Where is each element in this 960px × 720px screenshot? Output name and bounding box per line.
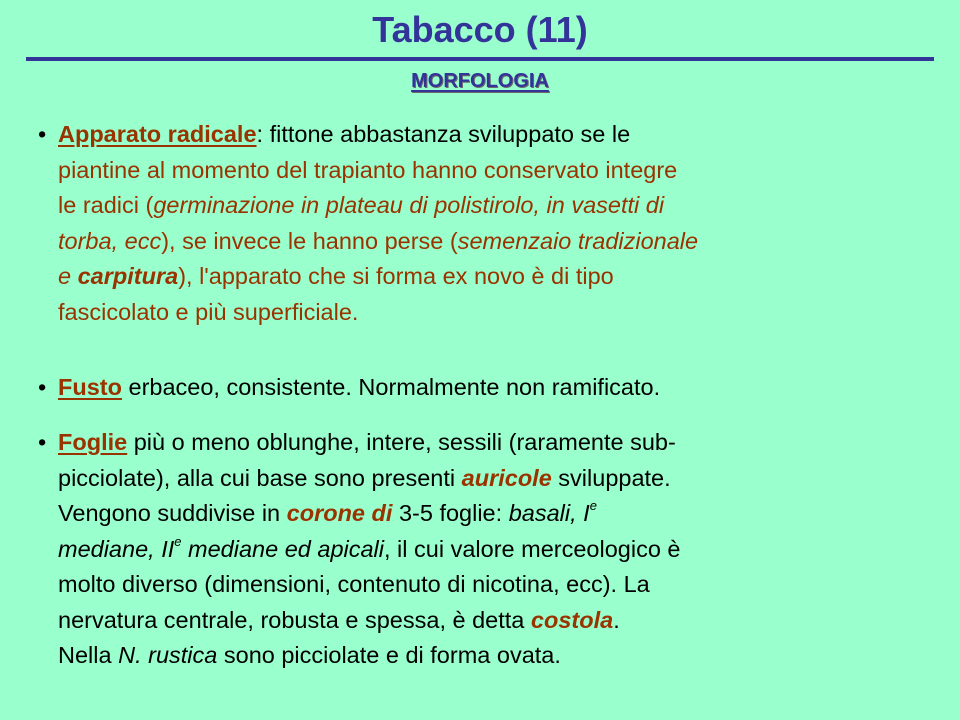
- line: [38, 461, 938, 497]
- text: sono picciolate e di forma ovata.: [217, 642, 561, 668]
- paragraph-foglie: [38, 425, 938, 674]
- text-italic: semenzaio tradizionale: [457, 227, 699, 254]
- bullet: •: [38, 121, 47, 147]
- text-bold-italic: corone di: [286, 500, 393, 526]
- text: : fittone abbastanza sviluppato se le: [256, 121, 631, 147]
- line: [38, 370, 938, 406]
- superscript: e: [589, 498, 597, 513]
- text-italic: mediane, II: [58, 535, 175, 562]
- text-italic: N. rustica: [118, 642, 218, 668]
- heading-foglie: Foglie: [58, 429, 128, 455]
- line: [38, 153, 938, 189]
- line: [38, 295, 938, 331]
- line: [38, 603, 938, 639]
- text: nervatura centrale, robusta e spessa, è detta: [58, 606, 531, 633]
- text: Vengono suddivise in: [58, 500, 287, 526]
- text-italic: mediane ed apicali: [181, 535, 384, 562]
- title-divider: [26, 57, 934, 61]
- paragraph-fusto: [38, 370, 938, 406]
- text-bold-italic: carpitura: [77, 263, 179, 289]
- heading-apparato-radicale: Apparato radicale: [58, 121, 257, 147]
- text: ), se invece le hanno perse (: [161, 227, 458, 254]
- text: sviluppate.: [551, 464, 671, 491]
- text: Nella: [58, 642, 119, 668]
- text-italic: e: [58, 263, 78, 289]
- slide-title: Tabacco (11): [372, 9, 588, 50]
- subtitle-text: MORFOLOGIA: [411, 70, 549, 92]
- line: [38, 638, 938, 674]
- text-italic: torba, ecc: [58, 227, 162, 254]
- text-bold-italic: auricole: [461, 464, 552, 491]
- bullet: •: [38, 374, 47, 400]
- text: , il cui valore merceologico è: [384, 535, 681, 562]
- line: [38, 117, 938, 153]
- line: [38, 224, 938, 260]
- text: .: [613, 606, 620, 633]
- bullet: •: [38, 429, 47, 455]
- line: [38, 496, 938, 532]
- line: [38, 259, 938, 295]
- text: picciolate), alla cui base sono presenti: [58, 464, 462, 491]
- text: fascicolato e più superficiale.: [58, 298, 359, 325]
- text-bold-italic: costola: [530, 606, 614, 633]
- heading-fusto: Fusto: [58, 374, 122, 400]
- text: 3-5 foglie:: [392, 500, 509, 526]
- text-italic: basali, I: [508, 500, 590, 526]
- line: [38, 425, 938, 461]
- section-subtitle: [0, 68, 960, 94]
- text: molto diverso (dimensioni, contenuto di nicotina, ecc). La: [58, 571, 650, 597]
- text: ), l'apparato che si forma ex novo è di tipo: [178, 263, 614, 289]
- superscript: e: [174, 533, 182, 549]
- text: erbaceo, consistente. Normalmente non ramificato.: [121, 374, 661, 400]
- text: piantine al momento del trapianto hanno conservato integre: [58, 156, 678, 183]
- line: [38, 188, 938, 224]
- line: [38, 532, 938, 568]
- line: [38, 567, 938, 603]
- text: più o meno oblunghe, intere, sessili (raramente sub-: [127, 429, 676, 455]
- paragraph-radicale: [38, 117, 938, 330]
- text-italic: germinazione in plateau di polistirolo, in vasetti di: [153, 192, 665, 218]
- text: le radici (: [58, 192, 154, 218]
